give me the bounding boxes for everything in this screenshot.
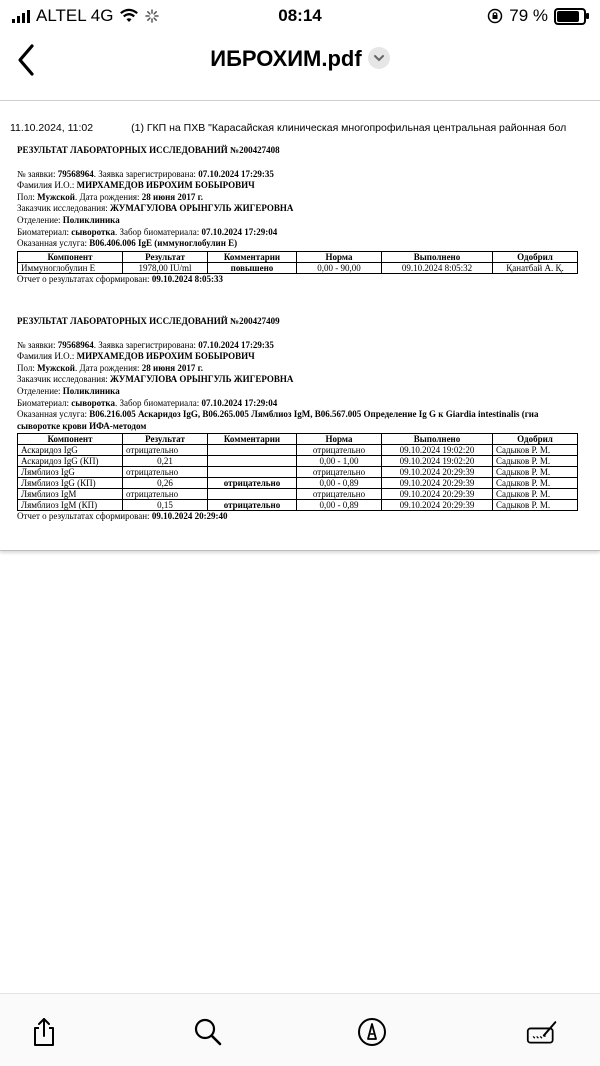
results-table [17,433,578,511]
table-row: Лямблиоз IgM (КП) 0,15 отрицательно 0,00 - 0,89 09.10.2024 20:29:39 Садыков Р. М. [18,500,578,511]
department-line: Отделение: Поликлиника [17,214,120,225]
column-header: Выполнено [382,251,493,262]
signature-icon [526,1016,558,1048]
pdf-page [0,105,600,551]
column-header: Одобрил [493,251,578,262]
table-row: Аскаридоз IgG отрицательно отрицательно 09.10.2024 19:02:20 Садыков Р. М. [18,445,578,456]
report-title: РЕЗУЛЬТАТ ЛАБОРАТОРНЫХ ИССЛЕДОВАНИЙ №200427409 [17,316,280,326]
battery-icon [554,8,586,25]
signature-button[interactable] [522,1012,562,1052]
column-header: Компонент [18,251,123,262]
table-row: Иммуноглобулин Е 1978,00 IU/ml повышено 0,00 - 90,00 09.10.2024 8:05:32 Қанатбай А. Қ. [18,262,578,273]
column-header: Одобрил [493,434,578,445]
column-header: Норма [297,251,382,262]
share-icon [28,1016,60,1048]
table-row: Лямблиоз IgG отрицательно отрицательно 09.10.2024 20:29:39 Садыков Р. М. [18,467,578,478]
column-header: Результат [123,434,208,445]
service-line-cont: сыворотке крови ИФА-методом [17,420,147,431]
print-date: 11.10.2024, 11:02 [10,122,94,134]
report-footer: Отчет о результатах сформирован: 09.10.2024 8:05:33 [17,273,224,284]
bottom-toolbar [0,993,600,1066]
patient-line: Фамилия И.О.: МИРХАМЕДОВ ИБРОХИМ БОБЫРОВИЧ [17,351,255,362]
biomaterial-line: Биоматериал: сыворотка. Забор биоматериала: 07.10.2024 17:29:04 [17,397,278,408]
clock: 08:14 [278,6,322,25]
order-line: № заявки: 79568964. Заявка зарегистрирована: 07.10.2024 17:29:35 [17,339,274,350]
column-header: Норма [297,434,382,445]
markup-button[interactable] [352,1012,392,1052]
table-row: Аскаридоз IgG (КП) 0,21 0,00 - 1,00 09.10.2024 19:02:20 Садыков Р. М. [18,456,578,467]
column-header: Комментарии [208,251,297,262]
order-line: № заявки: 79568964. Заявка зарегистрирована: 07.10.2024 17:29:35 [17,168,274,179]
department-line: Отделение: Поликлиника [17,385,120,396]
customer-line: Заказчик исследования: ЖУМАГУЛОВА ОРЫНГУЛЬ ЖИГЕРОВНА [17,374,294,385]
orientation-lock-icon [487,8,503,24]
service-line: Оказанная услуга: B06.406.006 IgE (иммуноглобулин Е) [17,238,238,249]
report-footer: Отчет о результатах сформирован: 09.10.2024 20:29:40 [17,511,228,522]
document-title: ИБРОХИМ.pdf [210,46,362,71]
table-row: Лямблиоз IgM отрицательно отрицательно 09.10.2024 20:29:39 Садыков Р. М. [18,489,578,500]
column-header: Комментарии [208,434,297,445]
lab-report-1 [17,145,578,285]
document-title-button[interactable] [0,46,600,72]
status-right [487,6,586,26]
column-header: Выполнено [382,434,493,445]
carrier-name: ALTEL 4G [36,6,114,25]
page-header [10,122,566,134]
patient-line: Фамилия И.О.: МИРХАМЕДОВ ИБРОХИМ БОБЫРОВИЧ [17,180,255,191]
sex-dob-line: Пол: Мужской. Дата рождения: 28 июня 2017 г. [17,362,203,373]
markup-icon [356,1016,388,1048]
lab-report-2 [17,316,578,523]
pdf-viewer[interactable] [0,100,600,556]
column-header: Результат [123,251,208,262]
customer-line: Заказчик исследования: ЖУМАГУЛОВА ОРЫНГУЛЬ ЖИГЕРОВНА [17,203,294,214]
results-table [17,251,578,274]
sex-dob-line: Пол: Мужской. Дата рождения: 28 июня 2017 г. [17,191,203,202]
chevron-down-icon [368,47,390,69]
biomaterial-line: Биоматериал: сыворотка. Забор биоматериала: 07.10.2024 17:29:04 [17,226,278,237]
organization-name: (1) ГКП на ПХВ "Карасайская клиническая многопрофильная центральная районная бол [131,122,567,134]
search-icon [192,1016,224,1048]
column-header: Компонент [18,434,123,445]
report-title: РЕЗУЛЬТАТ ЛАБОРАТОРНЫХ ИССЛЕДОВАНИЙ №200427408 [17,145,280,155]
search-button[interactable] [188,1012,228,1052]
battery-percent: 79 % [509,6,548,25]
table-row: Лямблиоз IgG (КП) 0,26 отрицательно 0,00 - 0,89 09.10.2024 20:29:39 Садыков Р. М. [18,478,578,489]
service-line: Оказанная услуга: B06.216.005 Аскаридоз IgG, B06.265.005 Лямблиоз IgM, B06.567.005 Определение Ig G к Giardia intestinalis (гиа [17,409,539,420]
nav-bar [0,34,600,94]
status-bar [0,0,600,34]
share-button[interactable] [24,1012,64,1052]
